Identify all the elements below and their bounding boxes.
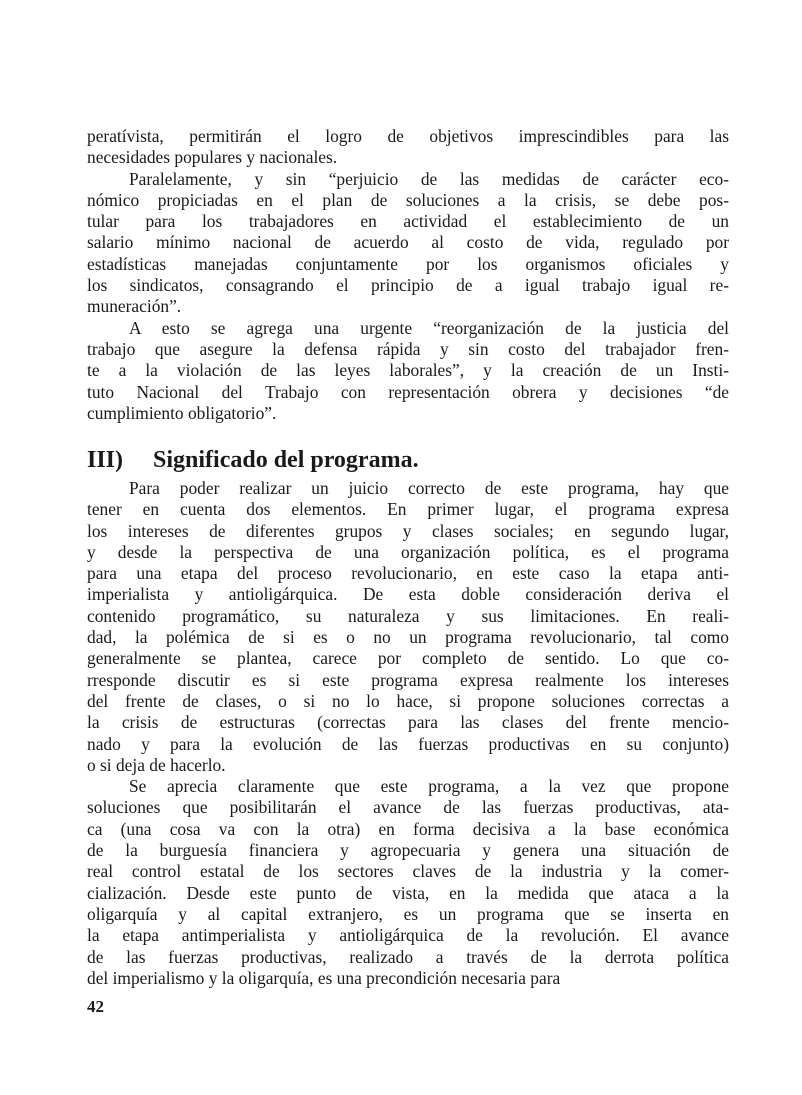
text-line: real control estatal de los sectores claves de la industria y la comer- [87,861,729,882]
text-line: los sindicatos, consagrando el principio de a igual trabajo igual re- [87,275,729,296]
text-line: Se aprecia claramente que este programa, a la vez que propone [129,776,729,797]
text-line: y desde la perspectiva de una organización política, es el programa [87,541,729,562]
paragraph [87,478,729,776]
text-line: cumplimiento obligatorio”. [87,402,277,423]
text-line: o si deja de hacerlo. [87,754,226,775]
text-line: estadísticas manejadas conjuntamente por los organismos oficiales y [87,253,729,274]
text-line: imperialista y antioligárquica. De esta doble consideración deriva el [87,584,729,605]
text-line: del frente de clases, o si no lo hace, si propone soluciones correctas a [87,690,729,711]
text-line: muneración”. [87,296,182,317]
text-line: tener en cuenta dos elementos. En primer lugar, el programa expresa [87,499,729,520]
text-line: tular para los trabajadores en actividad el establecimiento de un [87,211,729,232]
text-line: nómico propiciadas en el plan de soluciones a la crisis, se debe pos- [87,189,729,210]
text-line: los intereses de diferentes grupos y clases sociales; en segundo lugar, [87,520,729,541]
text-line: cialización. Desde este punto de vista, en la medida que ataca a la [87,882,729,903]
text-line: generalmente se plantea, carece por completo de sentido. Lo que co- [87,648,729,669]
page-body [87,126,729,424]
paragraph [87,169,729,318]
text-line: nado y para la evolución de las fuerzas productivas en su conjunto) [87,733,729,754]
section-title: Significado del programa. [153,447,419,473]
text-line: de la burguesía financiera y agropecuaria y genera una situación de [87,840,729,861]
section-heading [87,447,419,474]
text-line: ca (una cosa va con la otra) en forma decisiva a la base económica [87,818,729,839]
text-line: necesidades populares y nacionales. [87,147,338,168]
text-line: rresponde discutir es si este programa expresa realmente los intereses [87,669,729,690]
paragraph [87,776,729,989]
text-line: tuto Nacional del Trabajo con representación obrera y decisiones “de [87,381,729,402]
section-number: III) [87,447,124,473]
text-line: Paralelamente, y sin “perjuicio de las medidas de carácter eco- [129,168,729,189]
text-line: A esto se agrega una urgente “reorganización de la justicia del [129,317,729,338]
text-line: soluciones que posibilitarán el avance de las fuerzas productivas, ata- [87,797,729,818]
text-line: del imperialismo y la oligarquía, es una precondición necesaria para [87,967,561,988]
page-body-continued [87,478,729,989]
page-number: 42 [87,997,104,1016]
text-line: para una etapa del proceso revolucionario, en este caso la etapa anti- [87,563,729,584]
text-line: trabajo que asegure la defensa rápida y sin costo del trabajador fren- [87,338,729,359]
text-line: dad, la polémica de si es o no un programa revolucionario, tal como [87,627,729,648]
text-line: peratívista, permitirán el logro de objetivos imprescindibles para las [87,126,729,146]
text-line: la crisis de estructuras (correctas para las clases del frente mencio- [87,712,729,733]
text-line: Para poder realizar un juicio correcto de este programa, hay que [129,478,729,498]
text-line: oligarquía y al capital extranjero, es un programa que se inserta en [87,903,729,924]
paragraph [87,126,729,169]
text-line: te a la violación de las leyes laborales”, y la creación de un Insti- [87,360,729,381]
text-line: de las fuerzas productivas, realizado a través de la derrota política [87,946,729,967]
text-line: contenido programático, su naturaleza y sus limitaciones. En reali- [87,605,729,626]
text-line: la etapa antimperialista y antioligárquica de la revolución. El avance [87,925,729,946]
paragraph [87,318,729,424]
text-line: salario mínimo nacional de acuerdo al costo de vida, regulado por [87,232,729,253]
